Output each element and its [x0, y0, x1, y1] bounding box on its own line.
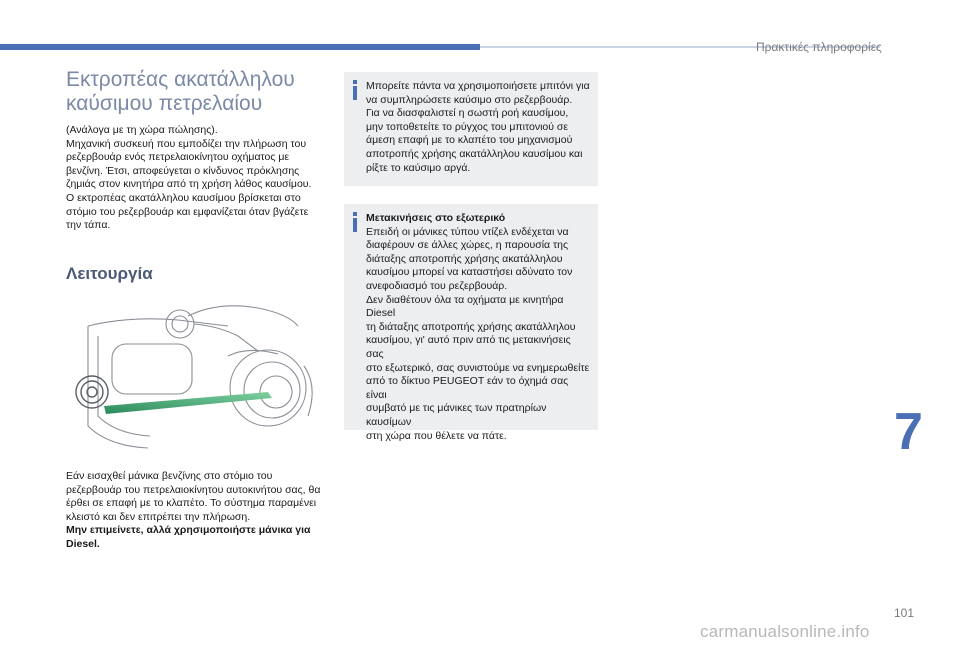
page-title-line-1: Εκτροπέας ακατάλληλου: [66, 68, 295, 91]
info-line: να συμπληρώσετε καύσιμο στο ρεζερβουάρ.: [366, 93, 573, 106]
intro-line: ζημιάς στον κινητήρα από τη χρήση λάθος καυσίμου.: [66, 178, 312, 191]
intro-line: την τάπα.: [66, 219, 111, 232]
body-line: ρεζερβουάρ του πετρελαιοκίνητου αυτοκινήτου σας, θα: [66, 483, 321, 496]
info-line: άμεση επαφή με το κλαπέτο του μηχανισμού: [366, 134, 573, 147]
info-line: καυσίμου, γι' αυτό πριν από τις μετακινήσεις σας: [366, 334, 571, 360]
section-title-operation: Λειτουργία: [66, 264, 153, 283]
intro-line: Ο εκτροπέας ακατάλληλου καυσίμου βρίσκεται στο: [66, 191, 301, 204]
intro-line: Μηχανική συσκευή που εμποδίζει την πλήρωση του: [66, 137, 307, 150]
header-accent-bar: [0, 44, 480, 50]
info-box-travel-abroad: [344, 204, 598, 442]
watermark: carmanualsonline.info: [700, 622, 870, 641]
body-line: κλειστό και δεν επιτρέπει την πλήρωση.: [66, 510, 251, 523]
fuel-filler-illustration: [68, 296, 336, 454]
chapter-number: 7: [894, 403, 923, 461]
info-line: διαφέρουν σε άλλες χώρες, η παρουσία της: [366, 239, 569, 252]
intro-line: ρεζερβουάρ ενός πετρελαιοκίνητου οχήματος με: [66, 151, 290, 164]
page-title-line-2: καύσιμου πετρελαίου: [66, 92, 263, 115]
info-line: από το δίκτυο PEUGEOT εάν το όχημά σας είναι: [366, 375, 569, 401]
info-line: διάταξης αποτροπής χρήσης ακατάλληλου: [366, 252, 563, 265]
page-number: 101: [894, 606, 915, 620]
info-line: αποτροπής χρήσης ακατάλληλου καυσίμου και: [366, 147, 583, 160]
info-line: καυσίμου μπορεί να καταστήσει αδύνατο τον: [366, 266, 573, 279]
info-line: Μπορείτε πάντα να χρησιμοποιήσετε μπιτόνι για: [366, 80, 590, 92]
page-title: [66, 68, 295, 116]
info-line: στο εξωτερικό, σας συνιστούμε να ενημερωθείτε: [366, 361, 590, 374]
info-line: στη χώρα που θέλετε να πάτε.: [366, 429, 507, 442]
intro-line: (Ανάλογα με τη χώρα πώλησης).: [66, 124, 218, 136]
section-header-title: Πρακτικές πληροφορίες: [756, 40, 882, 54]
body-line: έρθει σε επαφή με το κλαπέτο. Το σύστημα παραμένει: [66, 497, 317, 510]
info-line: Επειδή οι μάνικες τύπου ντίζελ ενδέχεται να: [366, 225, 569, 238]
info-line: ανεφοδιασμό του ρεζερβουάρ.: [366, 279, 508, 292]
info-box-jerrycan: [344, 72, 598, 186]
intro-paragraph: [66, 124, 336, 233]
info-line: μην τοποθετείτε το ρύγχος του μπιτονιού σε: [366, 120, 569, 133]
info-icon: [350, 80, 360, 100]
info-icon: [350, 212, 360, 232]
info-line: Για να διασφαλιστεί η σωστή ροή καυσίμου,: [366, 107, 569, 120]
info-box-title: Μετακινήσεις στο εξωτερικό: [366, 212, 506, 224]
body-line: Εάν εισαχθεί μάνικα βενζίνης στο στόμιο του: [66, 470, 273, 482]
info-line: τη διάταξης αποτροπής χρήσης ακατάλληλου: [366, 320, 576, 333]
warning-line: Diesel.: [66, 537, 100, 550]
intro-line: βενζίνη. Έτσι, αποφεύγεται ο κίνδυνος πρόκλησης: [66, 164, 300, 177]
operation-paragraph: [66, 470, 336, 552]
intro-line: στόμιο του ρεζερβουάρ και εμφανίζεται όταν βγάζετε: [66, 205, 309, 218]
info-line: Δεν διαθέτουν όλα τα οχήματα με κινητήρα Diesel: [366, 293, 564, 320]
info-line: ρίξτε το καύσιμο αργά.: [366, 161, 471, 174]
warning-line: Μην επιμείνετε, αλλά χρησιμοποιήστε μάνικα για: [66, 524, 311, 537]
info-line: συμβατό με τις μάνικες των πρατηρίων καυσίμων: [366, 402, 547, 428]
